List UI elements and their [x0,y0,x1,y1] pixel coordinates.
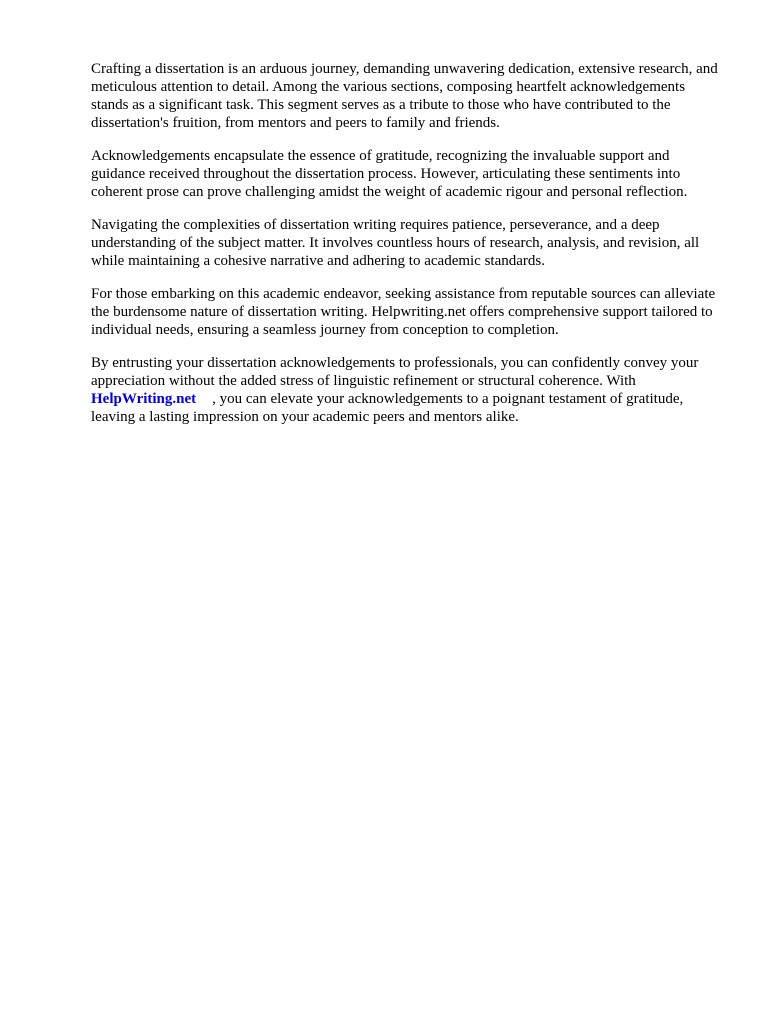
paragraph-assistance: For those embarking on this academic endeavor, seeking assistance from reputable sources can alleviate the burdensome nature of dissertation writing. Helpwriting.net offers comprehensive support tailored to individual needs, ensuring a seamless journey from conception to completion. [91,286,716,338]
paragraph-gratitude: Acknowledgements encapsulate the essence of gratitude, recognizing the invaluable support and guidance received throughout the dissertation process. However, articulating these sentiments into coherent prose can prove challenging amidst the weight of academic rigour and personal reflection. [91,148,688,200]
paragraph-complexities: Navigating the complexities of dissertation writing requires patience, perseverance, and a deep understanding of the subject matter. It involves countless hours of research, analysis, and revision, all while maintaining a cohesive narrative and adhering to academic standards. [91,217,700,269]
paragraph-intro: Crafting a dissertation is an arduous journey, demanding unwavering dedication, extensive research, and meticulous attention to detail. Among the various sections, composing heartfelt acknowledgements stands as a significant task. This segment serves as a tribute to those who have contributed to the dissertation's fruition, from mentors and peers to family and friends. [91,61,718,131]
closing-text-before-link: By entrusting your dissertation acknowledgements to professionals, you can confidently convey your appreciation without the added stress of linguistic refinement or structural coherence. With [91,355,699,389]
closing-text-after-link: , you can elevate your acknowledgements to a poignant testament of gratitude, leaving a lasting impression on your academic peers and mentors alike. [91,391,684,425]
paragraph-closing [91,354,725,426]
helpwriting-link[interactable]: HelpWriting.net [91,391,197,407]
document-body [91,60,725,441]
